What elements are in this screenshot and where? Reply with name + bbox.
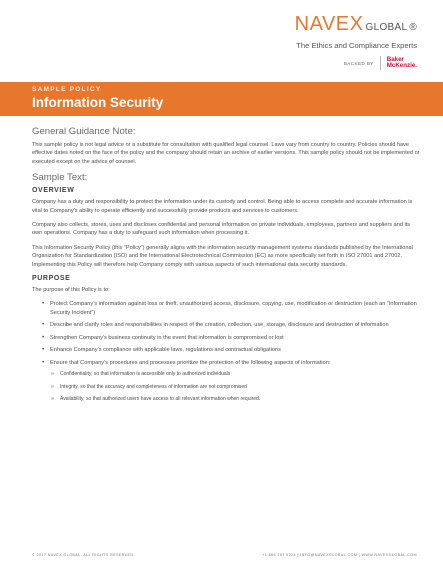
backed-by-label: BACKED BY: [343, 60, 374, 66]
overview-paragraph: This Information Security Policy (this “Policy”) generally aligns with the information security management systems standards published by the International Organization for Standardization (ISO) and the International Electrotechnical Commission (EC) as more specifically set forth in ISO 27001 and 27002. Implementing this Policy will therefore help Company comply with various aspects of such international data security standards.: [32, 244, 413, 268]
overview-paragraph: Company has a duty and responsibility to protect the information under its custody and control. Being able to access complete and accurate information is vital to Company’s ability to operate efficiently and successfully provide products and services to customers.: [32, 199, 413, 214]
information-aspects-list: [50, 371, 420, 404]
overview-paragraph: Company also collects, stores, uses and discloses confidential and personal information on private individuals, employees, partners and suppliers and its own operations. Company has a duty to safeguard such information when processing it.: [32, 222, 411, 237]
overview-heading: OVERVIEW: [32, 187, 75, 195]
sample-text-heading: Sample Text:: [32, 172, 88, 184]
banner-eyebrow: SAMPLE POLICY: [32, 86, 102, 93]
guidance-heading: General Guidance Note:: [32, 126, 136, 137]
logo-wordmark: [257, 14, 417, 38]
footer-contact: +1 866 297 0224 | INFO@NAVEXGLOBAL.COM | WWW.NAVEXGLOBAL.COM: [262, 553, 417, 557]
partner-logo: [387, 57, 417, 70]
logo-trademark: ®: [409, 22, 417, 33]
backed-by-row: [257, 56, 417, 70]
purpose-heading: PURPOSE: [32, 275, 71, 283]
page-footer: [32, 553, 417, 557]
purpose-bullet-text: Ensure that Company’s procedures and processes prioritize the protection of the following aspects of information:: [50, 359, 331, 366]
purpose-bullet: • Describe and clarify roles and responsibilities in respect of the creation, collection, use, storage, disclosure and destruction of information: [44, 321, 420, 329]
navex-global-logo: [257, 14, 417, 70]
purpose-bullet: • Enhance Company’s compliance with applicable laws, regulations and contractual obligations: [44, 346, 420, 354]
sub-bullet: » Availability, so that authorized users have access to all relevant information when required.: [50, 396, 420, 404]
guidance-text: This sample policy is not legal advice or a substitute for consultation with qualified legal counsel. Laws vary from country to country. Policies should have effective dates noted on the face of the policy and the company should retain an archive of earlier versions. This sample policy should not be implemented or executed except on the advice of counsel.: [32, 142, 420, 165]
logo-brand-suffix: GLOBAL: [365, 22, 408, 33]
logo-tagline: The Ethics and Compliance Experts: [296, 41, 417, 50]
title-banner: [0, 82, 443, 116]
purpose-bullet: • Strengthen Company’s business continuity in the event that information is compromised or lost: [44, 334, 420, 342]
sub-bullet: » Confidentiality, so that information is accessible only to authorized individuals: [50, 371, 420, 379]
partner-line-1: Baker: [386, 55, 404, 63]
purpose-bullet: [44, 359, 420, 404]
page-title: Information Security: [32, 95, 164, 110]
purpose-bullet: • Protect Company’s information against loss or theft, unauthorized access, disclosure, copying, use, modification or destruction (each an “Information Security Incident”): [44, 300, 420, 317]
purpose-intro: The purpose of this Policy is to:: [32, 287, 110, 294]
purpose-list: [32, 300, 420, 403]
sub-bullet: » Integrity, so that the accuracy and completeness of information are not compromised: [50, 384, 420, 392]
logo-brand: NAVEX: [294, 13, 364, 35]
divider: [380, 56, 381, 70]
partner-line-2: McKenzie.: [386, 62, 417, 69]
policy-content: [32, 126, 420, 409]
footer-copyright: © 2017 NAVEX GLOBAL. ALL RIGHTS RESERVED.: [32, 553, 135, 557]
